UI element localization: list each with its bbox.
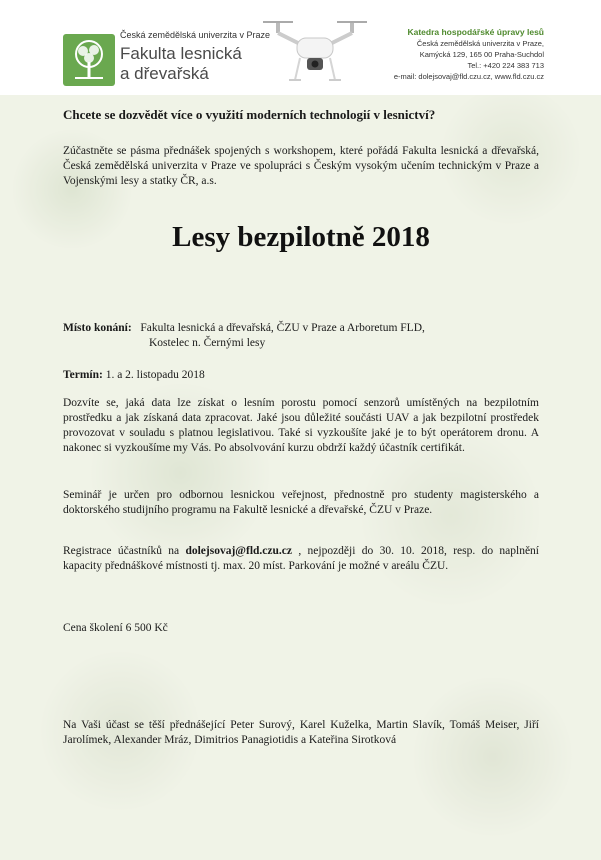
venue-line — [63, 321, 425, 336]
faculty-name-line1: Fakulta lesnická — [120, 44, 242, 63]
faculty-name — [120, 44, 242, 84]
department-title: Katedra hospodářské úpravy lesů — [407, 27, 544, 37]
term-line — [63, 368, 205, 383]
venue-value-line1: Fakulta lesnická a dřevařská, ČZU v Praze a Arboretum FLD, — [140, 322, 425, 334]
venue-label: Místo konání: — [63, 322, 132, 334]
department-email-web[interactable]: e-mail: dolejsovaj@fld.czu.cz, www.fld.czu.cz — [393, 72, 544, 81]
registration-paragraph — [63, 544, 539, 574]
audience-paragraph: Seminář je určen pro odbornou lesnickou veřejnost, přednostně pro studenty magisterského a doktorského studijního programu na Fakultě lesnické a dřevařské, ČZU v Praze. — [63, 489, 539, 516]
intro-paragraph: Zúčastněte se pásma přednášek spojených s workshopem, které pořádá Fakulta lesnická a dřevařská, Česká zemědělská univerzita v Praze ve spolupráci s Českým vysokým učením technickým v Praze a Vojenskými lesy a statky ČR, a.s. — [63, 145, 539, 187]
tree-icon — [63, 34, 115, 86]
drone-icon — [255, 8, 375, 88]
header — [0, 0, 601, 95]
term-value: 1. a 2. listopadu 2018 — [105, 369, 205, 381]
department-contact — [394, 27, 544, 82]
registration-email-link[interactable]: dolejsovaj@fld.czu.cz — [185, 545, 292, 557]
lecturers-paragraph: Na Vaši účast se těší přednášející Peter Surový, Karel Kuželka, Martin Slavík, Tomáš Meiser, Jiří Jarolímek, Alexander Mráz, Dimitrios Panagiotidis a Kateřina Sirotková — [63, 719, 539, 746]
department-address: Kamýcká 129, 165 00 Praha-Suchdol — [419, 50, 544, 59]
event-title: Lesy bezpilotně 2018 — [172, 221, 430, 253]
description-paragraph: Dozvíte se, jaká data lze získat o lesním porostu pomocí senzorů umístěných na bezpilotním prostředku a jak získaná data zpracovat. Jaké jsou důležité součásti UAV a jak bezpilotní prostředek provozovat v souladu s platnou legislativou. Také si vyzkoušíte jaké je to být operátorem dronu. A nakonec si vyzkoušíme my Vás. Po absolvování kurzu obdrží každý účastník certifikát. — [63, 397, 539, 454]
university-name: Česká zemědělská univerzita v Praze — [120, 30, 271, 40]
department-phone: Tel.: +420 224 383 713 — [467, 61, 544, 70]
venue-value-line2: Kostelec n. Černými lesy — [149, 337, 266, 349]
registration-before: Registrace účastníků na — [63, 545, 186, 557]
registration-after: , nejpozději do 30. 10. 2018, resp. do naplnění kapacity přednáškové místnosti tj. max. 20 míst. Parkování je možné v areálu ČZU. — [63, 545, 540, 572]
department-line1: Česká zemědělská univerzita v Praze, — [416, 39, 544, 48]
term-label: Termín: — [63, 369, 103, 381]
faculty-name-line2: a dřevařská — [120, 64, 209, 83]
faculty-logo — [63, 34, 115, 86]
price-line: Cena školení 6 500 Kč — [63, 622, 168, 634]
lead-question: Chcete se dozvědět více o využití moderních technologií v lesnictví? — [63, 107, 436, 122]
